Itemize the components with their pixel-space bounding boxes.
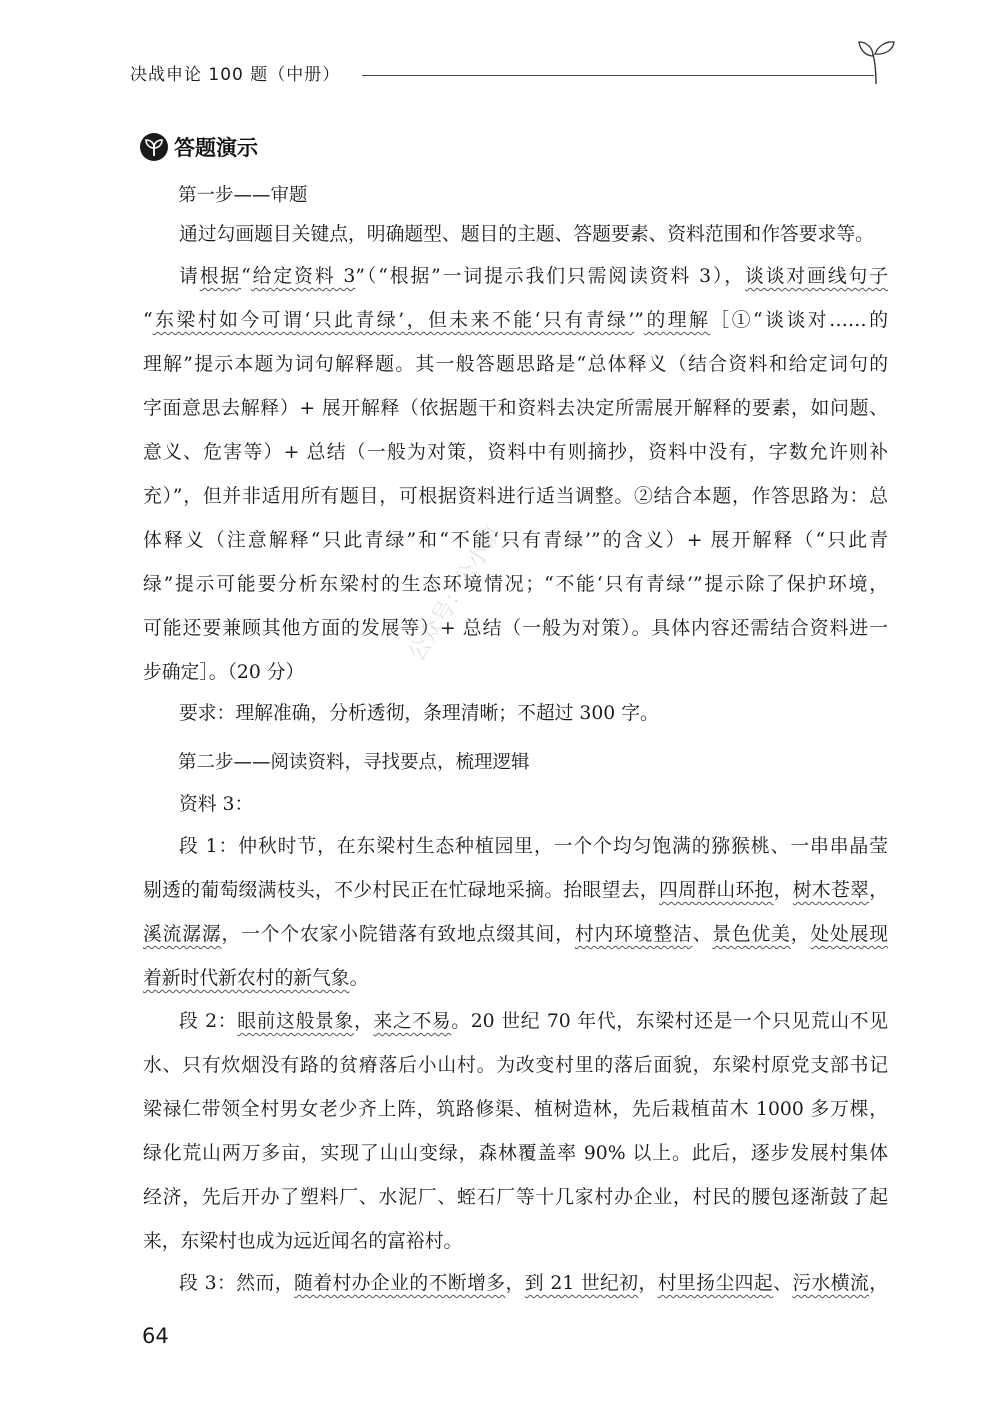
para1-line: 溪流潺潺，一个个农家小院错落有致地点缀其间，村内环境整洁、景色优美，处处展现 [143,924,889,945]
question-line: 字面意思去解释）+ 展开解释（依据题干和资料去决定所需展开解释的要素，如问题、 [143,398,888,419]
watermark: 公众号：公小镇 [404,522,508,666]
material-label-line: 资料 3： [179,794,254,815]
para2-line: 水、只有炊烟没有路的贫瘠落后小山村。为改变村里的落后面貌，东梁村原党支部书记 [143,1055,888,1076]
para2-line: 段 2：眼前这般景象，来之不易。20 世纪 70 年代，东梁村还是一个只见荒山不见 [179,1011,889,1032]
requirement-line: 要求：理解准确，分析透彻，条理清晰；不超过 300 字。 [179,703,659,724]
header-rule [362,75,874,76]
para2-line: 经济，先后开办了塑料厂、水泥厂、蛭石厂等十几家村办企业，村民的腰包逐渐鼓了起 [143,1187,888,1208]
question-line: 充）”，但并非适用所有题目，可根据资料进行适当调整。②结合本题，作答思路为：总 [143,486,888,507]
step2-heading: 第二步——阅读资料，寻找要点，梳理逻辑 [178,752,530,773]
question-line: 理解”提示本题为词句解释题。其一般答题思路是“总体释义（结合资料和给定词句的 [143,354,888,375]
page-number: 64 [142,1324,169,1348]
question-line: “东梁村如今可谓‘只此青绿’，但未来不能‘只有青绿’”的理解［①“谈谈对……的 [143,310,889,331]
question-line: 意义、危害等）+ 总结（一般为对策，资料中有则摘抄，资料中没有，字数允许则补 [143,442,888,463]
running-header [130,50,900,90]
question-line: 体释义（注意解释“只此青绿”和“不能‘只有青绿’”的含义）+ 展开解释（“只此青 [143,530,888,551]
para3-line: 段 3：然而，随着村办企业的不断增多，到 21 世纪初，村里扬尘四起、污水横流， [179,1273,889,1294]
question-line: 可能还要兼顾其他方面的发展等）+ 总结（一般为对策）。具体内容还需结合资料进一 [143,618,888,639]
question-line: 绿”提示可能要分析东梁村的生态环境情况；“不能‘只有青绿’”提示除了保护环境， [143,574,888,595]
question-line: 步确定］。（20 分） [143,662,305,683]
sprout-icon [140,133,168,161]
sprout-icon [856,38,896,86]
para1-line: 段 1：仲秋时节，在东梁村生态种植园里，一个个均匀饱满的猕猴桃、一串串晶莹 [179,836,888,857]
para2-line: 绿化荒山两万多亩，实现了山山变绿，森林覆盖率 90% 以上。此后，逐步发展村集体 [143,1143,888,1164]
step1-heading: 第一步——审题 [178,185,308,206]
para1-line: 剔透的葡萄缀满枝头，不少村民正在忙碌地采摘。抬眼望去，四周群山环抱，树木苍翠， [143,880,889,901]
para2-line: 梁禄仁带领全村男女老少齐上阵，筑路修渠、植树造林，先后栽植苗木 1000 多万棵， [143,1099,888,1120]
question-line: 请根据“给定资料 3”（“根据”一词提示我们只需阅读资料 3），谈谈对画线句子 [179,266,889,287]
section-title: 答题演示 [174,136,258,160]
book-title: 决战申论 100 题（中册） [130,65,341,85]
para2-line: 来，东梁村也成为远近闻名的富裕村。 [143,1231,463,1252]
intro-line: 通过勾画题目关键点，明确题型、题目的主题、答题要素、资料范围和作答要求等。 [179,224,874,245]
para1-line: 着新时代新农村的新气象。 [143,968,369,989]
